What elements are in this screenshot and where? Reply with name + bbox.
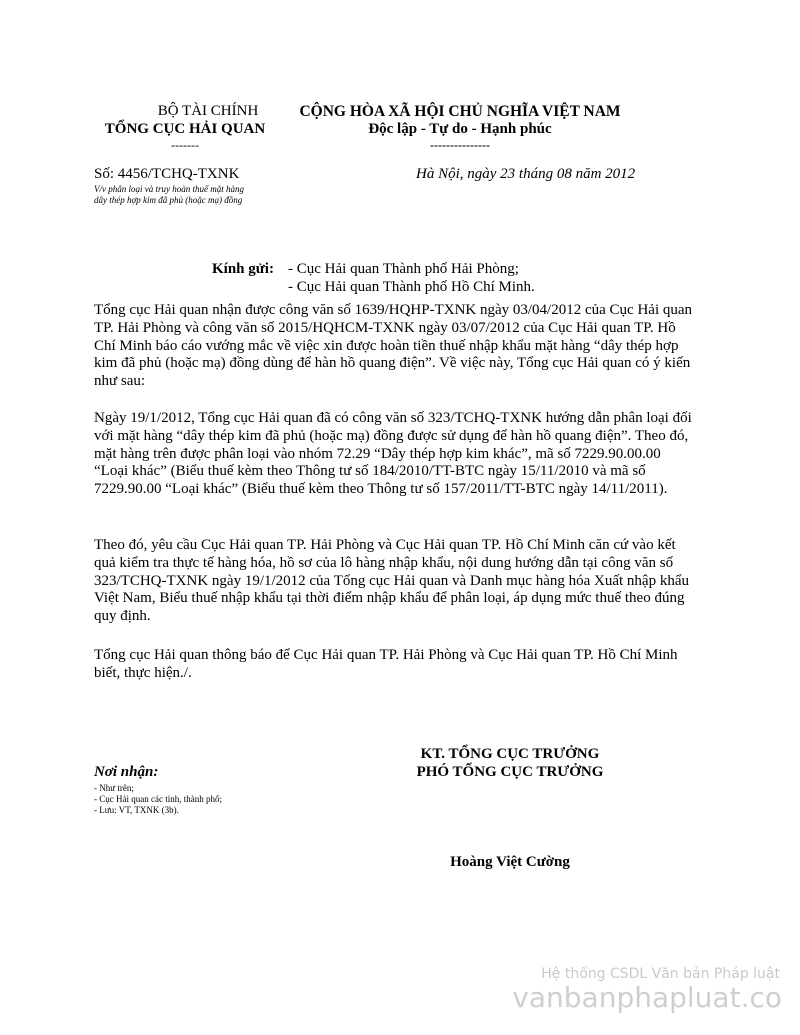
signer-name: Hoàng Việt Cường bbox=[450, 854, 570, 870]
cc-item: - Như trên; bbox=[94, 783, 134, 793]
document-number: Số: 4456/TCHQ-TXNK bbox=[94, 166, 240, 182]
recipient-item: - Cục Hải quan Thành phố Hồ Chí Minh. bbox=[288, 279, 535, 295]
left-header-divider: ------- bbox=[171, 138, 199, 152]
signature-title-primary: KT. TỔNG CỤC TRƯỞNG bbox=[420, 746, 600, 762]
watermark-site: vanbanphapluat.co bbox=[512, 981, 782, 1014]
body-paragraph: Ngày 19/1/2012, Tổng cục Hải quan đã có công văn số 323/TCHQ-TXNK hướng dẫn phân loại đối với mặt hàng “dây thép kim đã phủ (hoặc mạ) đồng được sử dụng để hàn hồ quang điện”. Theo đó, mặt hàng trên được phân loại vào nhóm 72.29 “Dây thép hợp kim khác”, mã số 7229.90.00.00 “Loại khác” (Biểu thuế kèm theo Thông tư số 184/2010/TT-BTC ngày 15/11/2010 và mã số 7229.90.00 “Loại khác” (Biểu thuế kèm theo Thông tư số 157/2011/TT-BTC ngày 14/11/2011). bbox=[94, 410, 692, 498]
recipient-item: - Cục Hải quan Thành phố Hải Phòng; bbox=[288, 261, 519, 277]
body-paragraph: Theo đó, yêu cầu Cục Hải quan TP. Hải Phòng và Cục Hải quan TP. Hồ Chí Minh căn cứ vào kết quả kiểm tra thực tế hàng hóa, hồ sơ của lô hàng nhập khẩu, nội dung hướng dẫn tại công văn số 323/TCHQ-TXNK ngày 19/1/2012 của Tổng cục Hải quan và Danh mục hàng hóa Xuất nhập khẩu Việt Nam, Biểu thuế nhập khẩu tại thời điểm nhập khẩu để phân loại, áp dụng mức thuế theo đúng quy định. bbox=[94, 537, 689, 625]
national-title: CỘNG HÒA XÃ HỘI CHỦ NGHĨA VIỆT NAM bbox=[299, 103, 621, 120]
body-paragraph: Tổng cục Hải quan nhận được công văn số 1639/HQHP-TXNK ngày 03/04/2012 của Cục Hải quan TP. Hải Phòng và công văn số 2015/HQHCM-TXNK ngày 03/07/2012 của Cục Hải quan TP. Hồ Chí Minh báo cáo vướng mắc về việc xin được hoàn tiền thuế nhập khẩu mặt hàng “dây thép hợp kim đã phủ (hoặc mạ) đồng dùng để hàn hồ quang điện”. Về việc này, Tổng cục Hải quan có ý kiến như sau: bbox=[94, 302, 693, 390]
recipients-label: Kính gửi: bbox=[212, 261, 274, 277]
place-date: Hà Nội, ngày 23 tháng 08 năm 2012 bbox=[416, 166, 636, 182]
cc-item: - Lưu: VT, TXNK (3b). bbox=[94, 805, 179, 815]
body-paragraph: Tổng cục Hải quan thông báo để Cục Hải quan TP. Hải Phòng và Cục Hải quan TP. Hồ Chí Minh biết, thực hiện./. bbox=[94, 647, 678, 681]
cc-item: - Cục Hải quan các tỉnh, thành phố; bbox=[94, 794, 222, 804]
department-name: TỔNG CỤC HẢI QUAN bbox=[104, 121, 266, 137]
document-subject bbox=[94, 184, 294, 206]
subject-line-2: dây thép hợp kim đã phủ (hoặc mạ) đồng bbox=[94, 195, 243, 205]
national-motto: Độc lập - Tự do - Hạnh phúc bbox=[368, 121, 552, 137]
ministry-name: BỘ TÀI CHÍNH bbox=[157, 103, 259, 119]
watermark-caption: Hệ thống CSDL Văn bản Pháp luật bbox=[541, 966, 780, 982]
cc-heading: Nơi nhận: bbox=[94, 764, 159, 780]
right-header-divider: --------------- bbox=[430, 138, 490, 152]
subject-line-1: V/v phân loại và truy hoàn thuế mặt hàng bbox=[94, 184, 244, 194]
signature-title-secondary: PHÓ TỔNG CỤC TRƯỞNG bbox=[416, 764, 604, 780]
